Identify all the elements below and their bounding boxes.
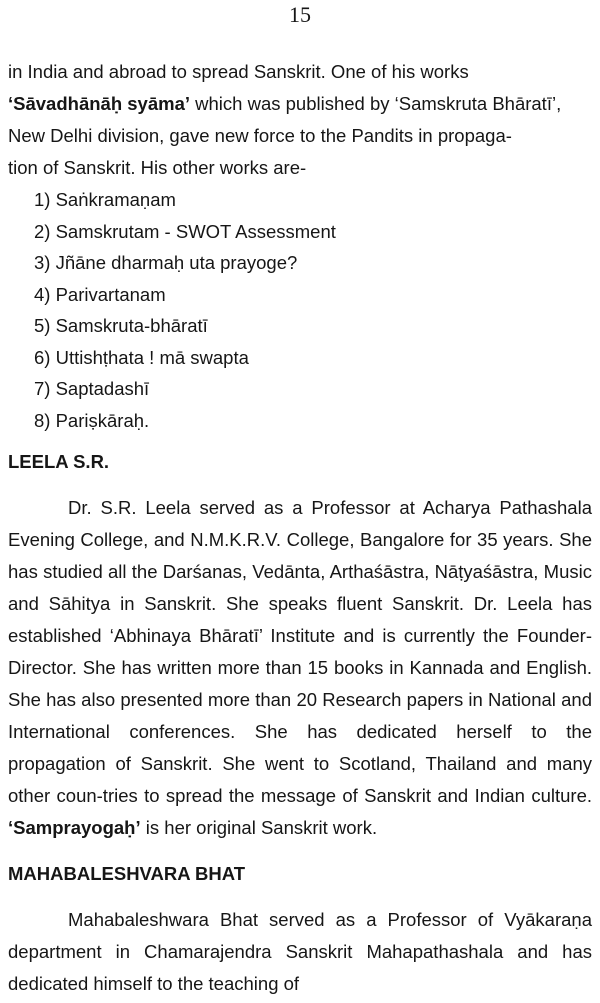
page-content xyxy=(8,56,592,1000)
works-list-item: 1) Saṅkramaṇam xyxy=(34,189,176,210)
leela-text-before: Dr. S.R. Leela served as a Professor at Acharya Pathashala Evening College, and N.M.K.R.V. College, Bangalore for 35 years. She has studied all the Darśanas, Vedānta, Arthaśāstra, Nāṭyaśāstra, Music and Sāhitya in Sanskrit. She speaks fluent Sanskrit. Dr. Leela has established ‘Abhinaya Bhāratī’ Institute and is currently the Founder-Director. She has written more than 15 books in Kannada and English. She has also presented more than 20 Research papers in National and International conferences. She has dedicated herself to the propagation of Sanskrit. She went to Scotland, Thailand and many other coun-tries to spread the message of Sanskrit and Indian culture. xyxy=(8,497,592,806)
leela-work-title: ‘Samprayogaḥ’ xyxy=(8,817,141,838)
intro-work-title: ‘Sāvadhānāḥ syāma’ xyxy=(8,93,191,114)
leela-text-after: is her original Sanskrit work. xyxy=(140,817,378,838)
bhat-paragraph: Mahabaleshwara Bhat served as a Professor of Vyākaraṇa department in Chamarajendra Sanskrit Mahapathashala and has dedicated himself to the teaching of xyxy=(8,909,592,994)
intro-paragraph xyxy=(8,56,592,184)
intro-line-3: New Delhi division, gave new force to the Pandits in propaga- xyxy=(8,125,512,146)
section-heading-bhat: MAHABALESHVARA BHAT xyxy=(8,863,246,884)
leela-paragraph xyxy=(8,492,592,844)
works-list-item: 5) Samskruta-bhāratī xyxy=(34,315,208,336)
works-list-item: 8) Pariṣkāraḥ. xyxy=(34,409,150,431)
works-list-item: 2) Samskrutam - SWOT Assessment xyxy=(34,220,336,242)
intro-line-4: tion of Sanskrit. His other works are- xyxy=(8,157,307,178)
intro-line-2-rest: which was published by ‘Samskruta Bhāratī’, xyxy=(190,93,562,114)
section-heading-leela: LEELA S.R. xyxy=(8,451,110,472)
works-list xyxy=(8,184,592,436)
works-list-item: 3) Jñāne dharmaḥ uta prayoge? xyxy=(34,252,298,273)
intro-line-2 xyxy=(8,88,592,120)
page-number: 15 xyxy=(289,2,311,27)
works-list-item: 7) Saptadashī xyxy=(34,378,150,399)
works-list-item: 6) Uttishṭhata ! mā swapta xyxy=(34,346,249,368)
intro-line-1: in India and abroad to spread Sanskrit. One of his works xyxy=(8,61,469,82)
works-list-item: 4) Parivartanam xyxy=(34,283,166,305)
